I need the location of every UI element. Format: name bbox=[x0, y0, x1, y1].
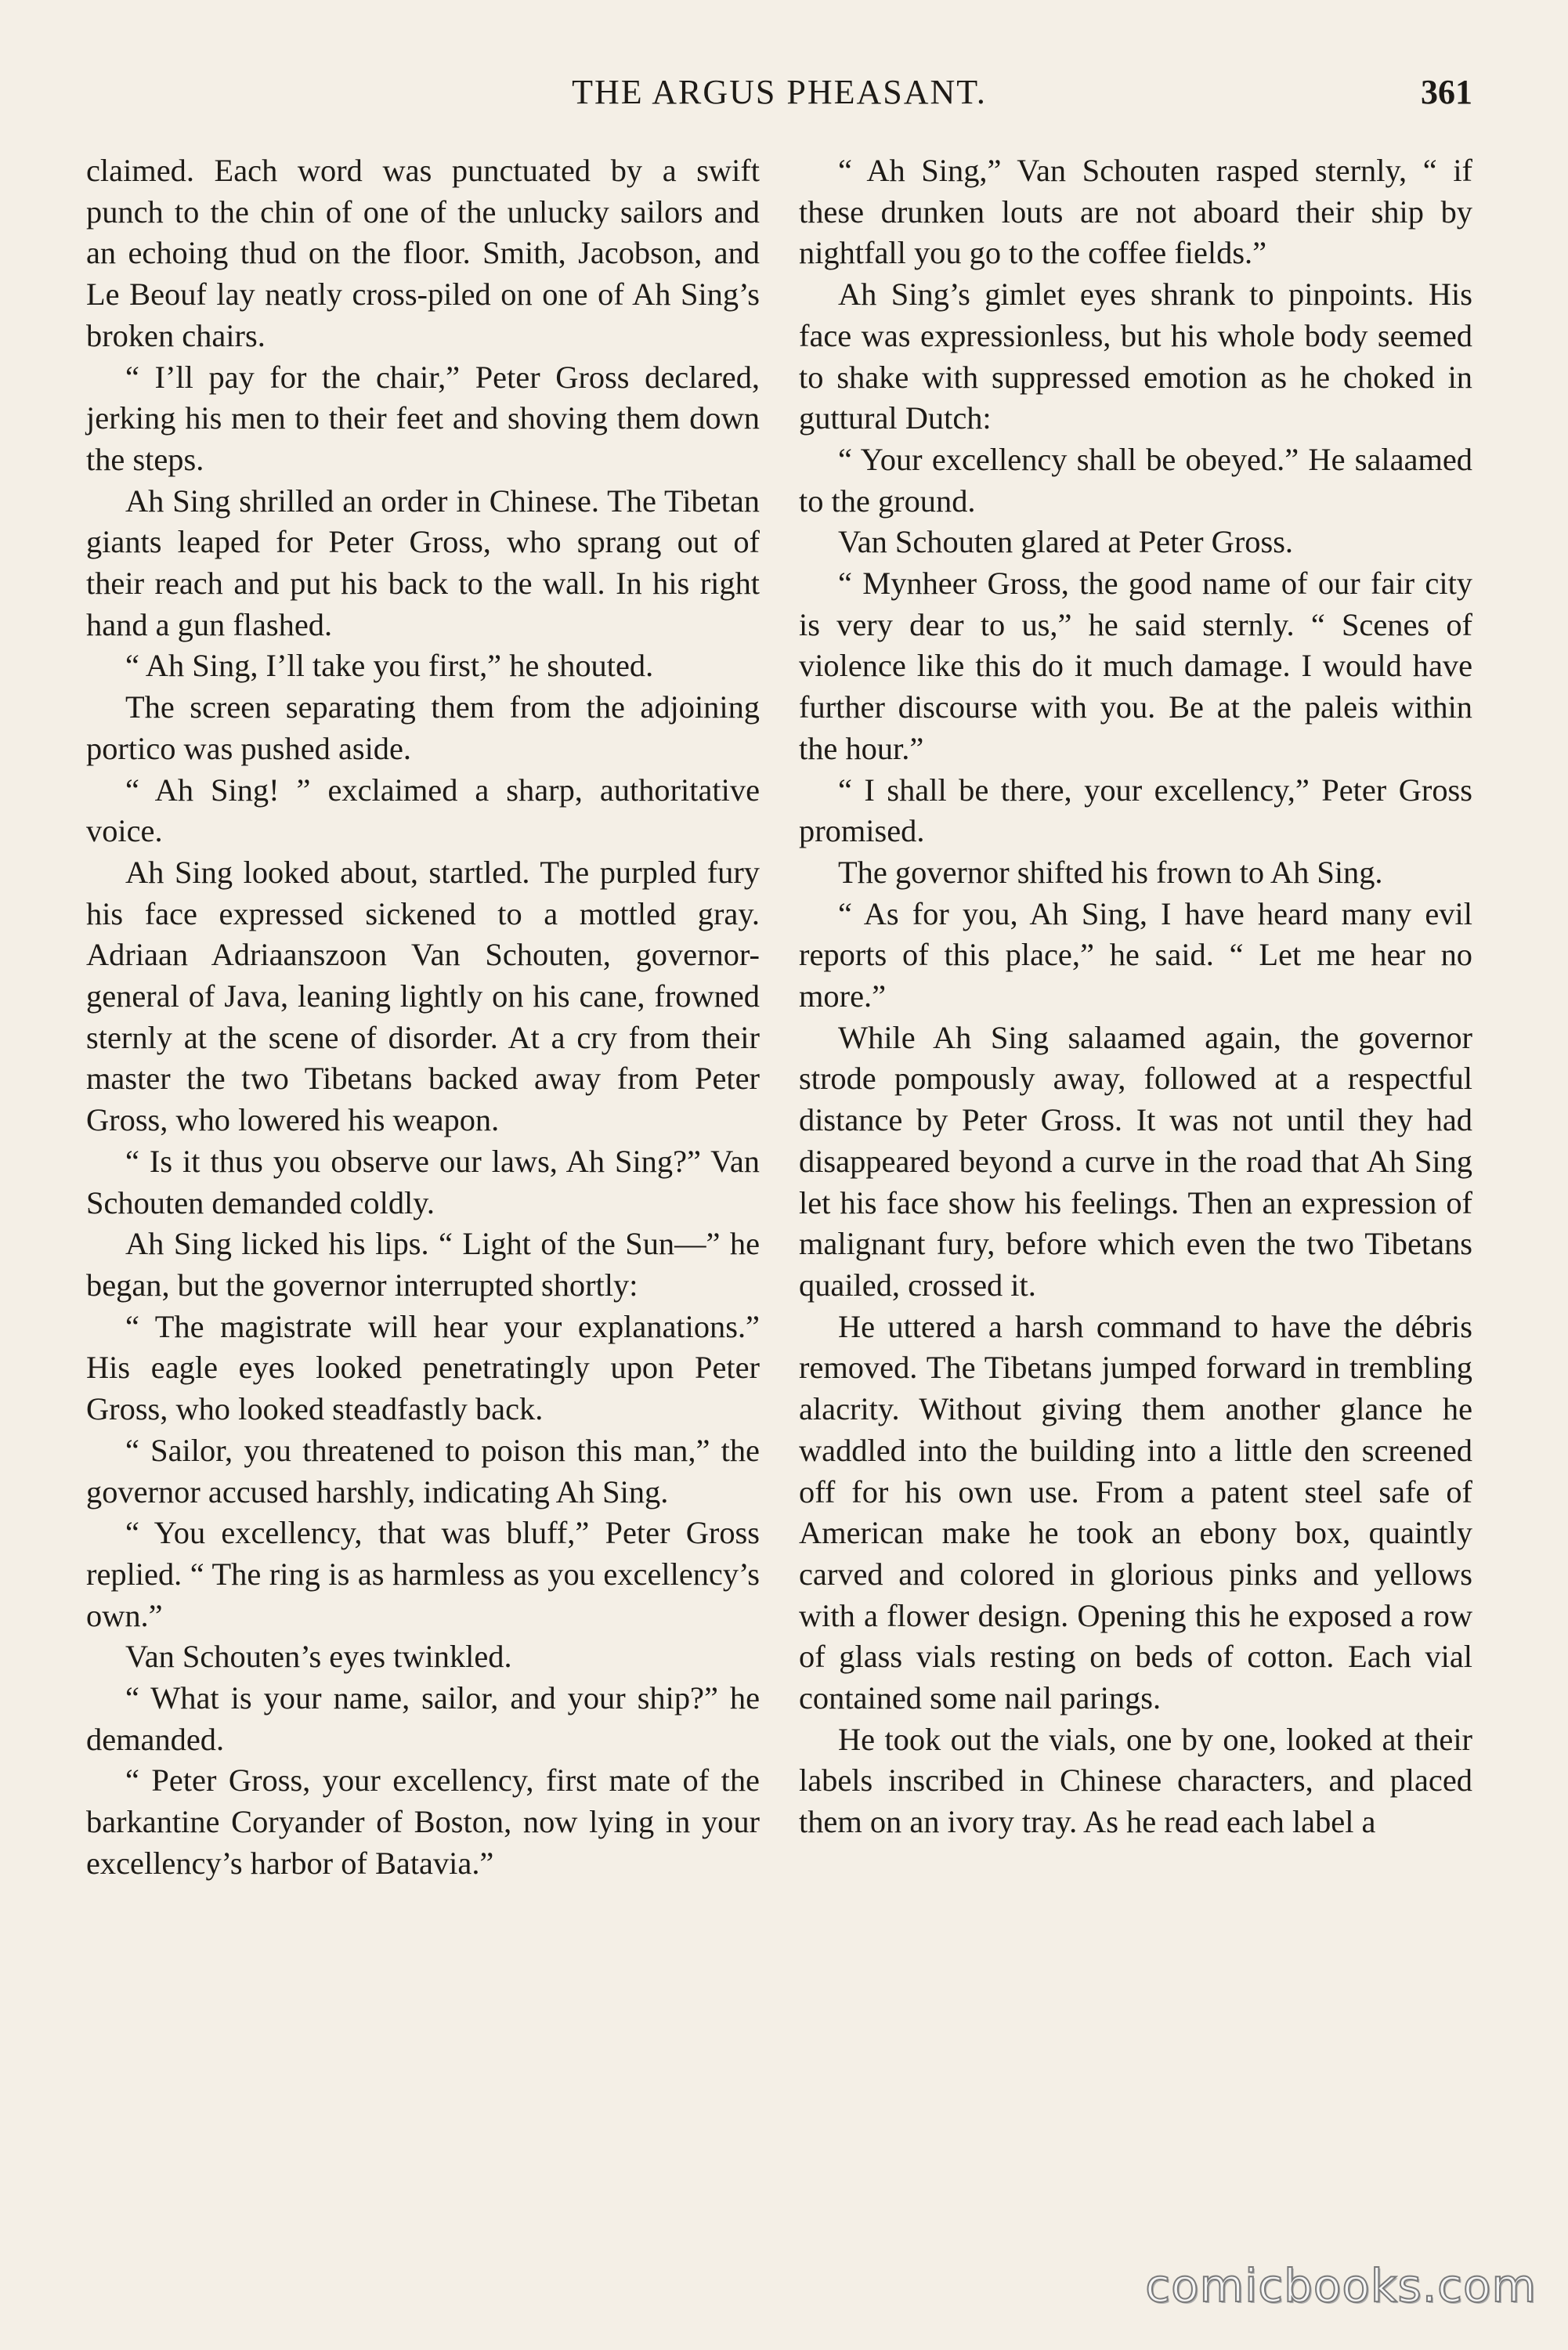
paragraph: Ah Sing shrilled an order in Chinese. The Tibetan giants leaped for Peter Gross, who sprang out of their reach and put his back to the wall. In his right hand a gun flashed. bbox=[86, 483, 760, 642]
paragraph: “ I’ll pay for the chair,” Peter Gross declared, jerking his men to their feet and shoving them down the steps. bbox=[86, 359, 760, 477]
paragraph: “ Is it thus you observe our laws, Ah Sing?” Van Schouten demanded coldly. bbox=[86, 1143, 760, 1220]
paragraph: “ Mynheer Gross, the good name of our fair city is very dear to us,” he said sternly. “ Scenes of violence like this do it much damage. I would have further discourse with you. Be at the paleis within the hour.” bbox=[799, 566, 1472, 766]
paragraph: While Ah Sing salaamed again, the governor strode pompously away, followed at a respectful distance by Peter Gross. It was not until they had disappeared beyond a curve in the road that Ah Sing let his face show his feelings. Then an expression of malignant fury, before which even the two Tibetans quailed, crossed it. bbox=[799, 1019, 1472, 1303]
paragraph: Ah Sing looked about, startled. The purpled fury his face expressed sickened to a mottled gray. Adriaan Adriaanszoon Van Schouten, governor-general of Java, leaning lightly on his cane, frowned sternly at the scene of disorder. At a cry from their master the two Tibetans backed away from Peter Gross, who lowered his weapon. bbox=[86, 854, 760, 1138]
paragraph: “ I shall be there, your excellency,” Peter Gross promised. bbox=[799, 772, 1472, 849]
paragraph: Ah Sing’s gimlet eyes shrank to pinpoints. His face was expressionless, but his whole body seemed to shake with suppressed emotion as he choked in guttural Dutch: bbox=[799, 277, 1472, 436]
page-header bbox=[86, 72, 1472, 127]
paragraph: “ Ah Sing, I’ll take you first,” he shouted. bbox=[125, 648, 654, 684]
paragraph: “ Peter Gross, your excellency, first mate of the barkantine Coryander of Boston, now lying in your excellency’s harbor of Batavia.” bbox=[86, 1762, 760, 1881]
paragraph: He took out the vials, one by one, looked at their labels inscribed in Chinese characters, and placed them on an ivory tray. As he read each label a bbox=[799, 1721, 1472, 1840]
paragraph: “ Ah Sing,” Van Schouten rasped sternly, “ if these drunken louts are not aboard their ship by nightfall you go to the coffee fields.” bbox=[799, 153, 1472, 271]
paragraph: Ah Sing licked his lips. “ Light of the Sun—” he began, but the governor interrupted shortly: bbox=[86, 1226, 760, 1303]
paragraph: The governor shifted his frown to Ah Sing. bbox=[838, 854, 1383, 890]
paragraph: “ You excellency, that was bluff,” Peter Gross replied. “ The ring is as harmless as you excellency’s own.” bbox=[86, 1515, 760, 1633]
paragraph: Van Schouten’s eyes twinkled. bbox=[125, 1639, 512, 1675]
right-column bbox=[799, 150, 1472, 1843]
paragraph: “ Your excellency shall be obeyed.” He salaamed to the ground. bbox=[799, 441, 1472, 519]
paragraph: “ What is your name, sailor, and your ship?” he demanded. bbox=[86, 1680, 760, 1757]
running-title: THE ARGUS PHEASANT. bbox=[572, 73, 987, 111]
left-column bbox=[86, 150, 760, 1885]
watermark: comicbooks.com bbox=[1145, 2259, 1537, 2312]
paragraph: “ As for you, Ah Sing, I have heard many evil reports of this place,” he said. “ Let me hear no more.” bbox=[799, 895, 1472, 1014]
paragraph: He uttered a harsh command to have the débris removed. The Tibetans jumped forward in trembling alacrity. Without giving them another glance he waddled into the building into a little den screened off for his own use. From a patent steel safe of American make he took an ebony box, quaintly carved and colored in glorious pinks and yellows with a flower design. Opening this he exposed a row of glass vials resting on beds of cotton. Each vial contained some nail parings. bbox=[799, 1308, 1472, 1716]
paragraph: claimed. Each word was punctuated by a swift punch to the chin of one of the unlucky sailors and an echoing thud on the floor. Smith, Jacobson, and Le Beouf lay neatly cross-piled on one of Ah Sing’s broken chairs. bbox=[86, 153, 760, 353]
paragraph: “ Ah Sing! ” exclaimed a sharp, authoritative voice. bbox=[86, 772, 760, 849]
page-number: 361 bbox=[1421, 73, 1472, 111]
paragraph: Van Schouten glared at Peter Gross. bbox=[838, 524, 1294, 560]
paragraph: The screen separating them from the adjoining portico was pushed aside. bbox=[86, 689, 760, 766]
paragraph: “ Sailor, you threatened to poison this man,” the governor accused harshly, indicating Ah Sing. bbox=[86, 1432, 760, 1509]
paragraph: “ The magistrate will hear your explanations.” His eagle eyes looked penetratingly upon Peter Gross, who looked steadfastly back. bbox=[86, 1308, 760, 1427]
